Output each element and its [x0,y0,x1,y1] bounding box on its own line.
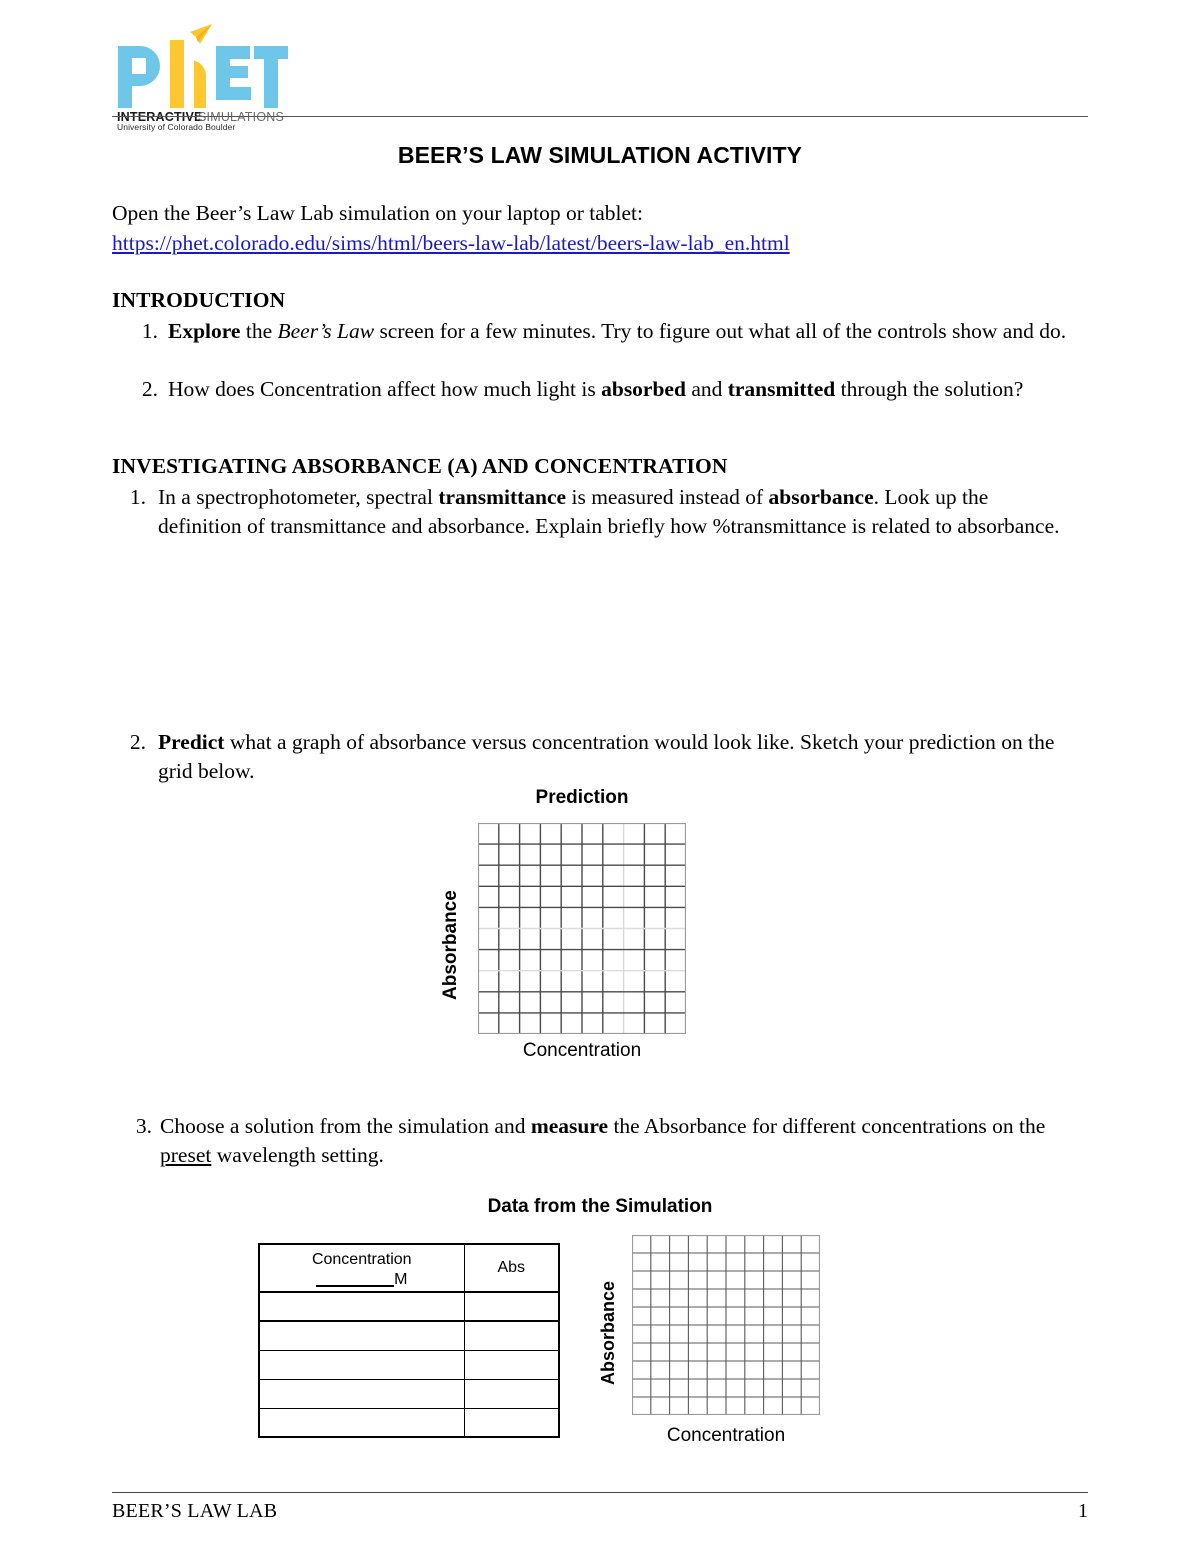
list-item [124,317,1076,346]
cell-abs[interactable] [464,1408,559,1437]
table-header-concentration [259,1244,464,1292]
list-item [124,375,1076,404]
page-title: BEER’S LAW SIMULATION ACTIVITY [397,142,803,168]
emph-preset: preset [160,1143,212,1167]
cell-concentration[interactable] [259,1350,464,1379]
list-item-number: 1. [129,485,146,509]
list-item [112,728,1076,786]
data-table[interactable] [258,1243,560,1438]
cell-abs[interactable] [464,1321,559,1350]
list-item-number: 2. [129,730,146,754]
header-divider [112,116,1088,117]
cell-concentration[interactable] [259,1321,464,1350]
footer-title: BEER’S LAW LAB [112,1500,278,1522]
intro-instruction: Open the Beer’s Law Lab simulation on your laptop or tablet: [112,201,644,225]
list-item [118,1112,1076,1170]
svg-text:INTERACTIVE: INTERACTIVE [117,110,203,124]
list-item-number: 3. [135,1114,152,1138]
cell-abs[interactable] [464,1379,559,1408]
table-row[interactable] [259,1321,559,1350]
simulation-grid-svg [632,1235,820,1415]
table-row[interactable] [259,1292,559,1321]
logo-university-label: University of Colorado Boulder [117,122,236,132]
list-item-text: In a spectrophotometer, spectral transmittance is measured instead of absorbance. Look up the definition of transmittance and absorbance. Explain briefly how %transmittance is related to absorbance. [158,485,1060,538]
absorbance-heading: INVESTIGATING ABSORBANCE (A) AND CONCENTRATION [112,454,728,478]
cell-concentration[interactable] [259,1379,464,1408]
simulation-link[interactable]: https://phet.colorado.edu/sims/html/beers-law-lab/latest/beers-law-lab_en.html [112,231,790,255]
table-row[interactable] [259,1350,559,1379]
list-item-text: How does Concentration affect how much light is absorbed and transmitted through the solution? [168,377,1024,401]
prediction-y-axis-label: Absorbance [440,890,461,1000]
emph-absorbed: absorbed [601,377,686,401]
prediction-x-axis-label: Concentration [522,1040,642,1061]
introduction-heading: INTRODUCTION [112,288,286,312]
emph-beers-law: Beer’s Law [277,319,375,343]
emph-predict: Predict [158,730,225,754]
cell-concentration[interactable] [259,1408,464,1437]
list-item-text: Choose a solution from the simulation and measure the Absorbance for different concentrations on the preset wavelength setting. [160,1114,1046,1167]
prediction-chart-caption: Prediction [535,787,629,808]
list-item-number: 2. [141,377,158,401]
table-row[interactable] [259,1408,559,1437]
prediction-grid-svg [478,823,686,1034]
emph-transmittance: transmittance [438,485,567,509]
simulation-data-caption: Data from the Simulation [487,1196,713,1217]
footer-divider [112,1492,1088,1493]
list-item [112,483,1076,541]
simulation-x-axis-label: Concentration [666,1425,786,1446]
table-row[interactable] [259,1379,559,1408]
cell-concentration[interactable] [259,1292,464,1321]
table-header-concentration-label: Concentration [311,1250,412,1268]
answer-space-1 [112,570,1076,710]
svg-text:SIMULATIONS: SIMULATIONS [198,110,285,124]
cell-abs[interactable] [464,1292,559,1321]
page-number: 1 [1078,1500,1088,1522]
list-item-number: 1. [141,319,158,343]
simulation-y-axis-label: Absorbance [598,1280,618,1385]
simulation-grid[interactable] [632,1235,820,1415]
document-header [112,22,1088,132]
emph-absorbance: absorbance [768,485,874,509]
emph-measure: measure [530,1114,609,1138]
table-header-blank-line [316,1273,394,1287]
list-item-text: Predict what a graph of absorbance versus concentration would look like. Sketch your prediction on the grid below. [158,730,1055,783]
list-item-text: Explore the Beer’s Law screen for a few minutes. Try to figure out what all of the controls show and do. [168,319,1067,343]
emph-explore: Explore [168,319,241,343]
emph-transmitted: transmitted [727,377,836,401]
table-header-row [259,1244,559,1292]
table-header-unit: M [394,1270,408,1288]
prediction-grid[interactable] [478,823,686,1034]
table-header-abs: Abs [464,1244,559,1292]
cell-abs[interactable] [464,1350,559,1379]
